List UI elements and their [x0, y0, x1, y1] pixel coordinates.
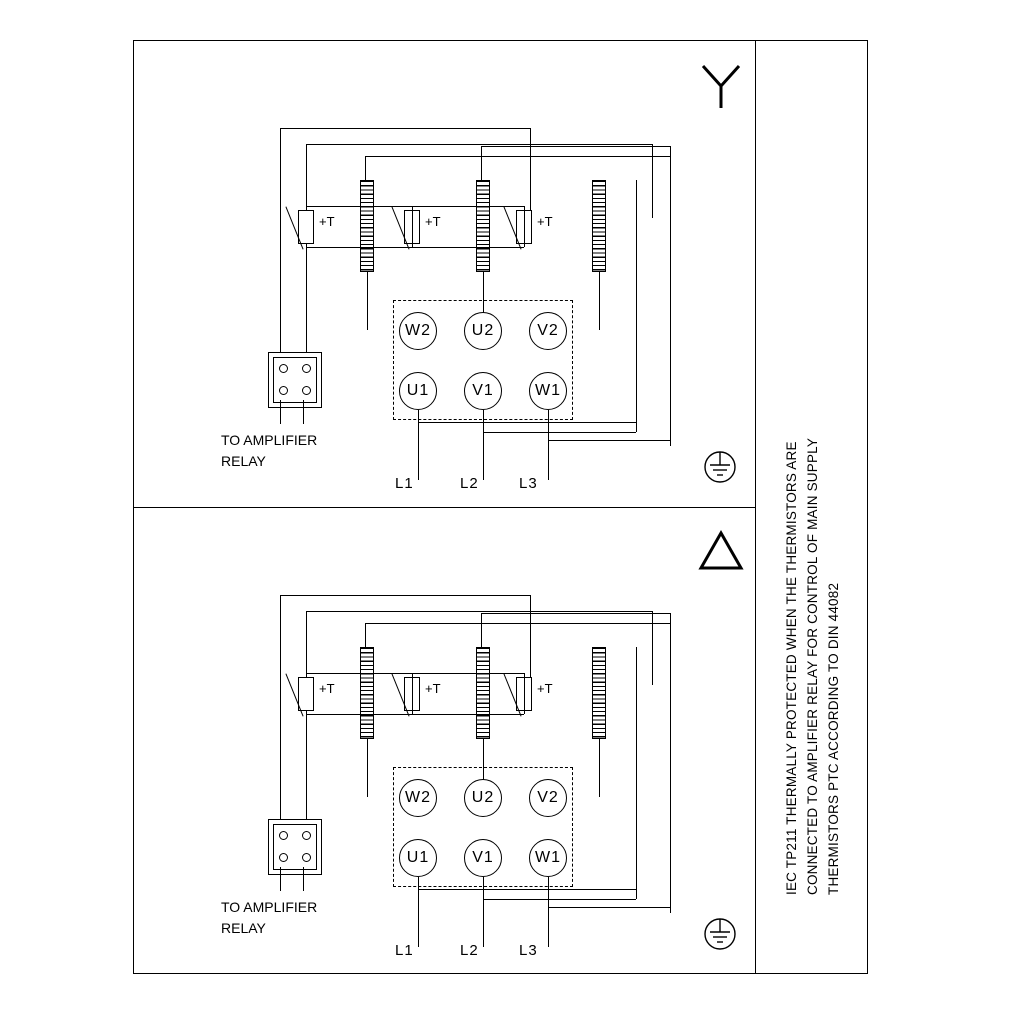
wire	[412, 206, 413, 247]
wire-l2	[483, 877, 484, 947]
wire	[306, 144, 307, 356]
wire	[599, 272, 600, 330]
wire	[280, 595, 530, 596]
thermistor-3-label: +T	[537, 681, 553, 696]
wire	[548, 440, 670, 441]
wire	[418, 889, 636, 890]
note-line-3: THERMISTORS PTC ACCORDING TO DIN 44082	[826, 582, 841, 895]
amplifier-relay-label-line1: TO AMPLIFIER	[221, 432, 318, 448]
wire	[412, 673, 524, 674]
wire	[530, 128, 531, 218]
delta-triangle-symbol	[698, 529, 744, 571]
phase-label-l2: L2	[460, 942, 479, 959]
wire	[303, 400, 304, 424]
terminal-w1[interactable]: W1	[529, 372, 567, 410]
wire	[636, 180, 637, 432]
wire	[636, 647, 637, 899]
thermistor-2-label: +T	[425, 681, 441, 696]
note-line-1: IEC TP211 THERMALLY PROTECTED WHEN THE THERMISTORS ARE	[784, 441, 799, 895]
wire	[670, 146, 671, 446]
phase-label-l1: L1	[395, 942, 414, 959]
winding-coil-u	[476, 647, 490, 739]
phase-label-l3: L3	[519, 475, 538, 492]
wire	[481, 613, 670, 614]
thermistor-1	[298, 677, 314, 711]
wire	[280, 595, 281, 823]
phase-label-l1: L1	[395, 475, 414, 492]
wire	[280, 400, 281, 424]
phase-label-l3: L3	[519, 942, 538, 959]
winding-coil-u	[476, 180, 490, 272]
amplifier-relay-label-line2: RELAY	[221, 920, 266, 936]
wire	[652, 144, 653, 218]
wire	[412, 673, 413, 714]
terminal-v1[interactable]: V1	[464, 372, 502, 410]
wire	[306, 247, 412, 248]
wire	[365, 623, 670, 624]
wire	[524, 206, 525, 247]
wire	[524, 673, 525, 714]
star-connection-panel	[133, 40, 755, 507]
wire	[303, 867, 304, 891]
thermistor-1	[298, 210, 314, 244]
wire	[481, 146, 670, 147]
phase-label-l2: L2	[460, 475, 479, 492]
wire	[306, 611, 652, 612]
terminal-w2[interactable]: W2	[399, 779, 437, 817]
winding-coil-v	[592, 647, 606, 739]
terminal-v2[interactable]: V2	[529, 779, 567, 817]
wire	[306, 714, 412, 715]
wire	[418, 422, 636, 423]
terminal-u1[interactable]: U1	[399, 372, 437, 410]
thermistor-3-label: +T	[537, 214, 553, 229]
wire	[280, 867, 281, 891]
winding-coil-w	[360, 647, 374, 739]
star-wye-symbol	[698, 62, 744, 108]
wire-l1	[418, 410, 419, 480]
wire	[306, 611, 307, 823]
thermistor-1-label: +T	[319, 681, 335, 696]
wire	[367, 739, 368, 797]
terminal-u2[interactable]: U2	[464, 312, 502, 350]
terminal-u1[interactable]: U1	[399, 839, 437, 877]
wire	[306, 144, 652, 145]
wire	[306, 673, 412, 674]
wire	[530, 595, 531, 685]
wire-l1	[418, 877, 419, 947]
wire	[599, 739, 600, 797]
thermistor-1-label: +T	[319, 214, 335, 229]
wire	[412, 206, 524, 207]
wire	[483, 899, 636, 900]
earth-ground-symbol	[698, 445, 742, 489]
winding-coil-w	[360, 180, 374, 272]
terminal-w1[interactable]: W1	[529, 839, 567, 877]
amplifier-relay-label-line2: RELAY	[221, 453, 266, 469]
amplifier-relay-label-line1: TO AMPLIFIER	[221, 899, 318, 915]
terminal-v2[interactable]: V2	[529, 312, 567, 350]
notes-column-divider	[755, 40, 756, 974]
wire-l3	[548, 877, 549, 947]
wire	[306, 206, 412, 207]
thermistor-2-label: +T	[425, 214, 441, 229]
wire	[280, 128, 530, 129]
wire	[367, 272, 368, 330]
wire-l2	[483, 410, 484, 480]
terminal-v1[interactable]: V1	[464, 839, 502, 877]
amplifier-terminal-block[interactable]	[268, 819, 322, 875]
wire	[483, 432, 636, 433]
wire	[670, 613, 671, 913]
wire	[412, 714, 524, 715]
wire	[365, 156, 670, 157]
wire	[280, 128, 281, 356]
earth-ground-symbol	[698, 912, 742, 956]
wire	[652, 611, 653, 685]
wire	[548, 907, 670, 908]
wire	[412, 247, 524, 248]
wire-l3	[548, 410, 549, 480]
note-line-2: CONNECTED TO AMPLIFIER RELAY FOR CONTROL OF MAIN SUPPLY	[805, 437, 820, 895]
terminal-u2[interactable]: U2	[464, 779, 502, 817]
terminal-w2[interactable]: W2	[399, 312, 437, 350]
winding-coil-v	[592, 180, 606, 272]
delta-connection-panel	[133, 507, 755, 974]
amplifier-terminal-block[interactable]	[268, 352, 322, 408]
